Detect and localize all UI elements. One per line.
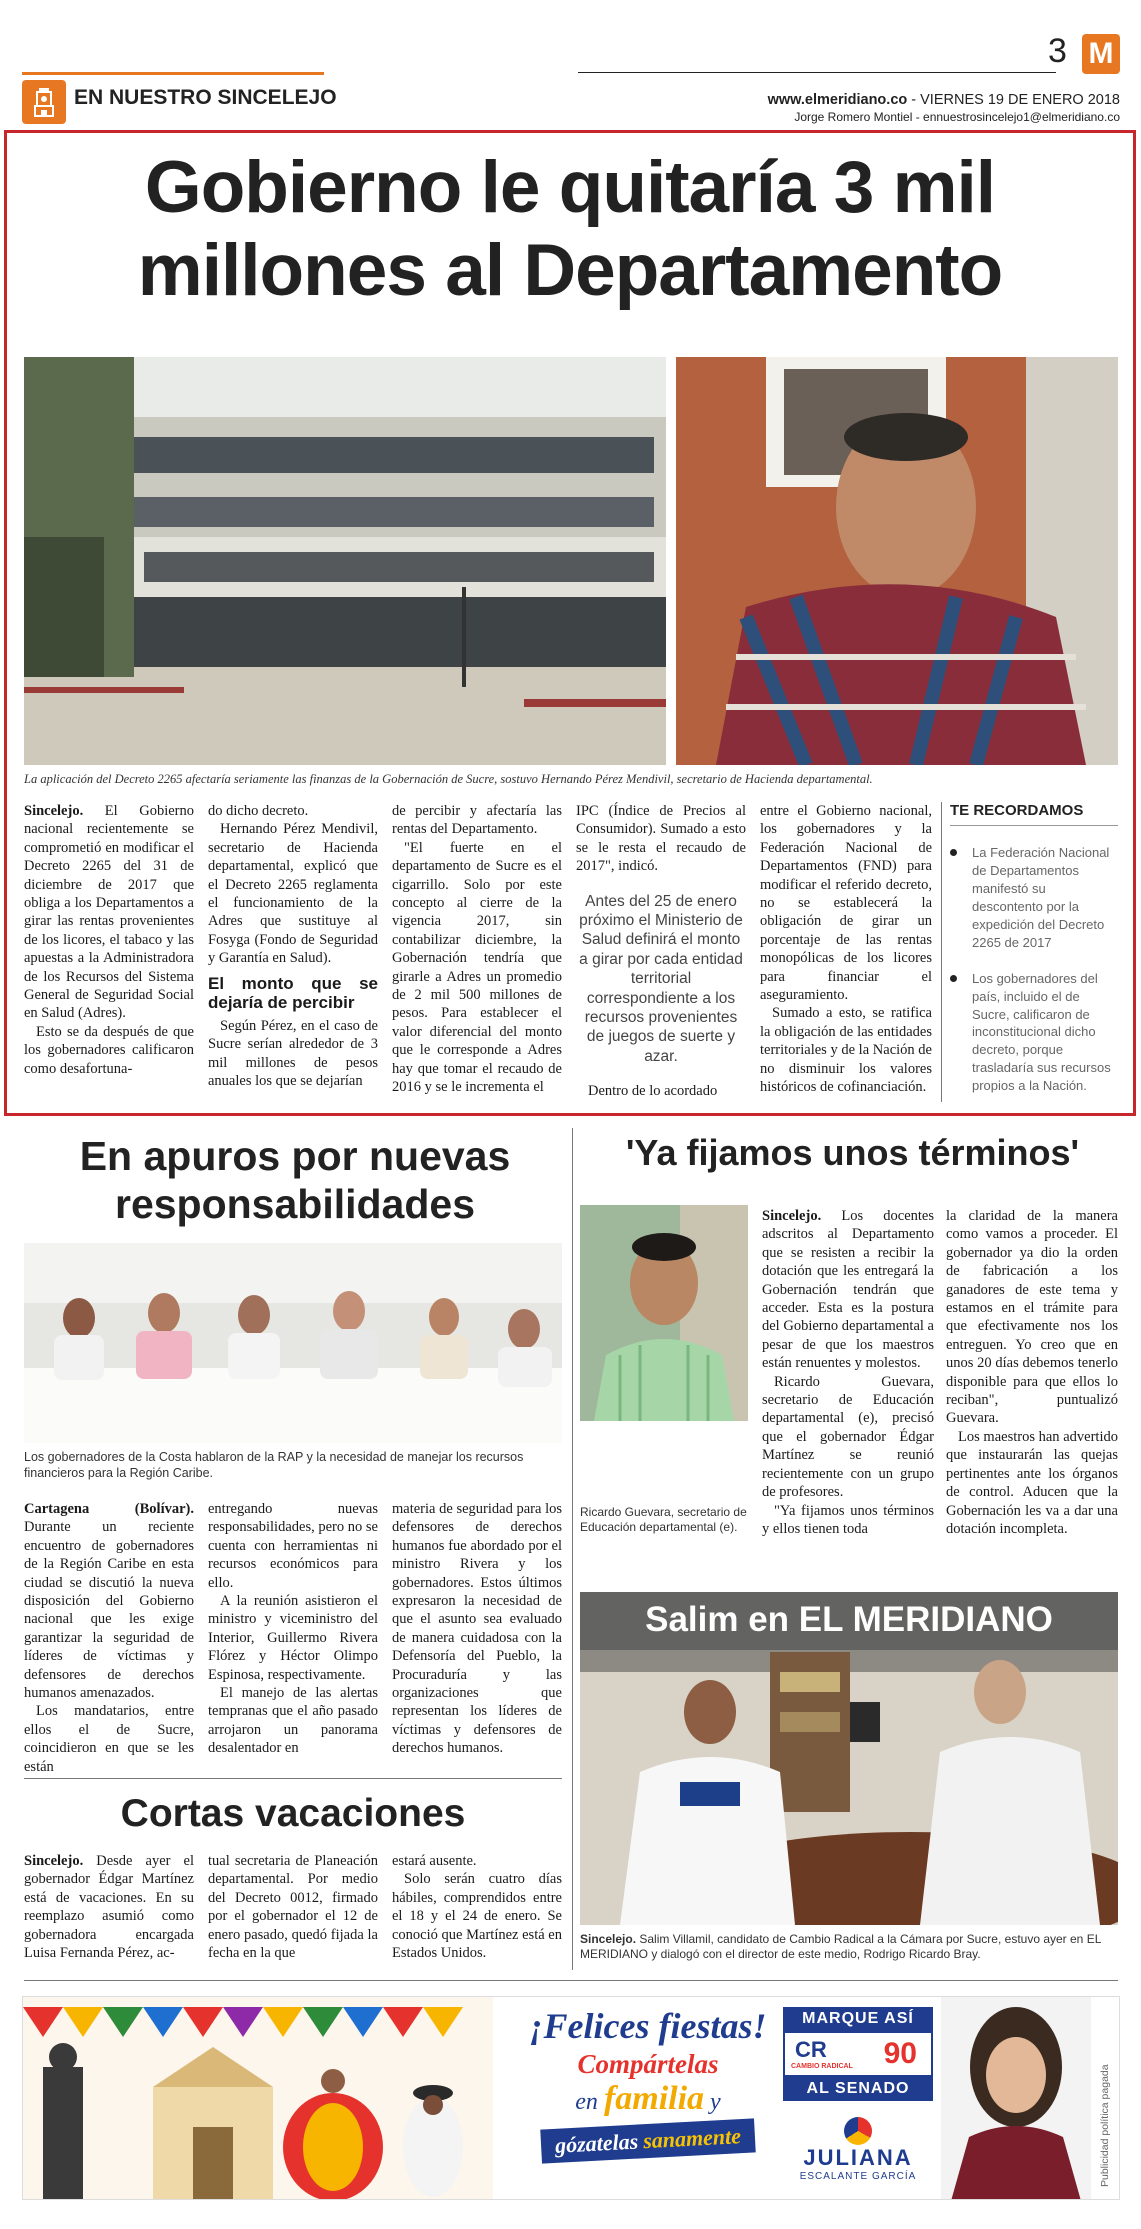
cortas-lead: Sincelejo. xyxy=(24,1853,84,1869)
apuros-col3-p1: materia de seguridad para los defensores de derechos humanos fue abordado por el ministro Rivera y los gobernadores. Estos últimos expresaron la necesidad de que el asunto sea evaluado de manera cuidadosa con la Defensoría del Pueblo, la Procuraduría y las organizaciones que representan los líderes de víctimas y defensores de derechos humanos. xyxy=(392,1501,562,1757)
header-rule xyxy=(578,72,1056,73)
logo xyxy=(1082,34,1120,74)
secretary-photo xyxy=(676,357,1118,765)
main-col4-p2: Dentro de lo acordado xyxy=(588,1083,718,1099)
terminos-headline: 'Ya fijamos unos términos' xyxy=(625,1132,1080,1173)
cortas-headline: Cortas vacaciones xyxy=(120,1792,466,1835)
reminder-sidebar xyxy=(950,802,1118,1095)
terminos-col1-p3: "Ya fijamos unos términos y ellos tienen toda xyxy=(762,1502,934,1537)
main-col3-p1: de percibir y afectaría las rentas del Departamento. xyxy=(392,803,562,838)
sidebar-title: TE RECORDAMOS xyxy=(950,802,1118,826)
chamber-label: AL SENADO xyxy=(783,2077,933,2101)
main-col3-p2: "El fuerte en el departamento de Sucre es el cigarrillo. Solo por este concepto al cierre de la vigencia 2017, sin contabilizar diciembre, la Gobernación tendría que girarle a Adres un promedio de 2 mil 500 millones de pesos. Para establecer el valor diferencial del monto que le corresponde a Adres hay que tomar el recaudo de 2016 y se le incrementa el xyxy=(392,839,562,1096)
ad-disclaimer: Publicidad política pagada xyxy=(1099,2064,1111,2187)
apuros-col2-p3: El manejo de las alertas tempranas que el año pasado arrojaron un panorama desalentador en xyxy=(208,1685,378,1757)
apuros-col-3 xyxy=(392,1500,562,1758)
main-col-2 xyxy=(208,802,378,1090)
apuros-col1-text: Durante un reciente encuentro de gobernadores de la Región Caribe en esta ciudad se discutió la nueva disposición del Gobierno nacional que les exige garantizar la seguridad de líderes de víctimas y defensores de derechos humanos amenazados. xyxy=(24,1519,194,1702)
salim-caption-lead: Sincelejo. xyxy=(580,1932,637,1946)
main-col1-p2: Esto se da después de que los gobernadores calificaron como desafortuna- xyxy=(24,1023,194,1077)
main-lead: Sincelejo. xyxy=(24,803,84,819)
apuros-bottom-rule xyxy=(24,1778,562,1779)
lower-vertical-divider xyxy=(572,1128,573,1970)
candidate-last-name: ESCALANTE GARCÍA xyxy=(799,2171,917,2182)
logo-letter: M xyxy=(1088,37,1114,70)
apuros-col2-p1: entregando nuevas responsabilidades, pero no se cuenta con herramientas ni recursos económicos para ello. xyxy=(208,1501,378,1591)
site-url[interactable]: www.elmeridiano.co xyxy=(767,92,908,108)
ad-line-2-em: familia xyxy=(603,2080,705,2117)
party-name: CAMBIO RADICAL xyxy=(791,2063,853,2070)
section-rule xyxy=(22,72,324,75)
main-col2-p3: Según Pérez, en el caso de Sucre serían alrededor de 3 mil millones de pesos anuales los que se dejarían xyxy=(208,1017,378,1089)
salim-caption-text: Salim Villamil, candidato de Cambio Radical a la Cámara por Sucre, estuvo ayer en EL MERIDIANO y dialogó con el director de este medio, Rodrigo Ricardo Bray. xyxy=(580,1932,1101,1961)
main-col-4 xyxy=(576,802,746,1100)
ad-slogan xyxy=(493,2005,803,2158)
ad-line-3: gózatelas xyxy=(554,2128,639,2158)
dateline xyxy=(600,92,1120,108)
main-caption: La aplicación del Decreto 2265 afectaría seriamente las finanzas de la Gobernación de Sucre, sostuvo Hernando Pérez Mendivil, secretario de Hacienda departamental. xyxy=(24,772,873,786)
salim-photo xyxy=(580,1592,1118,1925)
main-col1-text: El Gobierno nacional recientemente se comprometió en modificar el Decreto 2265 del 31 de diciembre de 2017 que obliga a los Departamentos a girar las rentas provenientes de los licores, el tabaco y las apuestas a la Administradora de los Recursos del Sistema General de Seguridad Social en Salud (Adres). xyxy=(24,803,194,1022)
terminos-col1-text: Los docentes adscritos al Departamento que se resisten a recibir la dotación que les entregará la Gobernación tendrán que acceder. Esta es la postura del Gobierno departamental a pesar de que los maestros están renuentes y molestos. xyxy=(762,1208,934,1372)
apuros-col-2 xyxy=(208,1500,378,1758)
main-subhead: El monto que se dejaría de percibir xyxy=(208,973,378,1013)
apuros-col1-p2: Los mandatarios, entre ellos el de Sucre, coincidieron en que se les están xyxy=(24,1703,194,1775)
terminos-col-1 xyxy=(762,1207,934,1538)
tower-icon xyxy=(22,80,66,124)
main-col4-p1: IPC (Índice de Precios al Consumidor). Sumado a esto se le resta el recaudo de 2017", indicó. xyxy=(576,803,746,875)
apuros-col-1 xyxy=(24,1500,194,1776)
main-col5-p1: entre el Gobierno nacional, los gobernadores y la Federación Nacional de Departamentos (FND) para modificar el referido decreto, no se establecerá la obligación de girar un porcentaje de las rentas monopólicas de los licores para financiar el aseguramiento. xyxy=(760,803,932,1004)
candidate-name-block xyxy=(793,2117,923,2182)
cortas-col3-p1: estará ausente. xyxy=(392,1853,477,1869)
guevara-photo xyxy=(580,1205,748,1421)
party-logo: CR xyxy=(795,2037,827,2062)
main-col2-p2: Hernando Pérez Mendivil, secretario de Hacienda departamental, explicó que el Decreto 2265 reglamenta el funcionamiento de la Adres que sustituye al Fosyga (Fondo de Seguridad y Garantía en Salud). xyxy=(208,821,378,967)
main-col-1 xyxy=(24,802,194,1078)
candidate-logo-icon xyxy=(844,2117,872,2145)
ad-line-2-pre: en xyxy=(575,2089,598,2115)
ad-line-2-post: y xyxy=(710,2089,721,2115)
ad-line-2 xyxy=(493,2080,803,2118)
section-title: EN NUESTRO SINCELEJO xyxy=(74,86,337,109)
terminos-col1-p2: Ricardo Guevara, secretario de Educación departamental (e), precisó que el gobernador Édgar Martínez se reunió recientemente con un grupo de profesores. xyxy=(762,1373,934,1501)
sidebar-item xyxy=(950,970,1118,1096)
main-col2-p1: do dicho decreto. xyxy=(208,803,309,819)
vote-header: MARQUE ASÍ xyxy=(783,2007,933,2031)
sidebar-item xyxy=(950,844,1118,952)
apuros-lead: Cartagena (Bolívar). xyxy=(24,1501,194,1517)
bullet-icon xyxy=(950,975,957,982)
main-col-5 xyxy=(760,802,932,1097)
apuros-headline: En apuros por nuevas responsabilidades xyxy=(79,1133,511,1227)
masthead xyxy=(0,0,1141,125)
pullquote: Antes del 25 de enero próximo el Ministerio de Salud definirá el monto a girar por cada entidad territorial correspondiente a los recursos provenientes de juegos de suerte y azar. xyxy=(579,892,743,1065)
governors-photo xyxy=(24,1243,562,1443)
terminos-col2-p1: la claridad de la manera como vamos a proceder. El gobernador ya dio la orden de fabricación a los ganadores de este tema y estamos en el trámite para que efectivamente nos los entreguen. Yo creo que en unos 20 días debemos tenerlo disponible para que ellos lo reciban", puntualizó Guevara. xyxy=(946,1208,1118,1427)
page-number: 3 xyxy=(1048,32,1067,70)
cortas-col-2 xyxy=(208,1852,378,1962)
salim-caption xyxy=(580,1932,1118,1962)
apuros-caption: Los gobernadores de la Costa hablaron de la RAP y la necesidad de manejar los recursos financieros para la Región Caribe. xyxy=(24,1450,524,1480)
ad-line-3-em: sanamente xyxy=(642,2123,742,2154)
apuros-col2-p2: A la reunión asistieron el ministro y viceministro del Interior, Guillermo Rivera Flórez y Héctor Olimpo Espinosa, respectivamente. xyxy=(208,1593,378,1683)
terminos-col2-p2: Los maestros han advertido que instaurarán las quejas pertinentes ante los órganos de control. Aducen que la Gobernación les va a dar una dotación incompleta. xyxy=(946,1428,1118,1537)
cortas-col3-p2: Solo serán cuatro días hábiles, comprendidos entre el 18 y el 24 de enero. Se conoció que Martínez está en Estados Unidos. xyxy=(392,1871,562,1962)
sidebar-item-text: Los gobernadores del país, incluido el de Sucre, calificaron de inconstitucional dicho decreto, porque trasladaría sus recursos propios a la Nación. xyxy=(972,970,1111,1094)
candidate-portrait xyxy=(941,1997,1091,2200)
political-ad[interactable] xyxy=(22,1996,1120,2200)
cortas-col-1 xyxy=(24,1852,194,1962)
building-photo xyxy=(24,357,666,765)
ad-headline: ¡Felices fiestas! xyxy=(529,2006,767,2046)
cortas-col-3 xyxy=(392,1852,562,1962)
terminos-lead: Sincelejo. xyxy=(762,1208,822,1224)
issue-date: - VIERNES 19 DE ENERO 2018 xyxy=(907,92,1120,108)
candidate-first-name: JULIANA xyxy=(803,2145,913,2170)
credits: Jorge Romero Montiel - ennuestrosincelejo1@elmeridiano.co xyxy=(794,110,1120,124)
vote-ballot xyxy=(783,2031,933,2077)
main-col-3 xyxy=(392,802,562,1097)
festival-illustration xyxy=(23,1997,493,2200)
candidate-number: 90 xyxy=(883,2037,917,2070)
sidebar-divider xyxy=(941,802,942,1102)
sidebar-item-text: La Federación Nacional de Departamentos manifestó su descontento por la expedición del Decreto 2265 de 2017 xyxy=(972,845,1110,950)
ad-top-rule xyxy=(24,1980,1118,1981)
terminos-col-2 xyxy=(946,1207,1118,1538)
guevara-caption: Ricardo Guevara, secretario de Educación departamental (e). xyxy=(580,1505,747,1534)
cortas-col1-text: Desde ayer el gobernador Édgar Martínez está de vacaciones. En su reemplazo asumió como gobernadora encargada Luisa Fernanda Pérez, ac- xyxy=(24,1853,194,1962)
vote-box xyxy=(783,2007,933,2101)
main-col5-p2: Sumado a esto, se ratifica la obligación de las entidades territoriales y de la Nación de no disminuir los valores históricos de cofinanciación. xyxy=(760,1005,932,1096)
ad-line-3-banner xyxy=(540,2118,756,2163)
bullet-icon xyxy=(950,849,957,856)
salim-headline: Salim en EL MERIDIANO xyxy=(580,1592,1118,1650)
cortas-col2-text: tual secretaria de Planeación departamental. Por medio del Decreto 0012, firmado por el gobernador el 12 de enero pasado, quedó fijada la fecha en la que xyxy=(208,1853,378,1962)
ad-line-1: Compártelas xyxy=(577,2049,719,2079)
main-headline: Gobierno le quitaría 3 mil millones al Departamento xyxy=(137,147,1003,311)
